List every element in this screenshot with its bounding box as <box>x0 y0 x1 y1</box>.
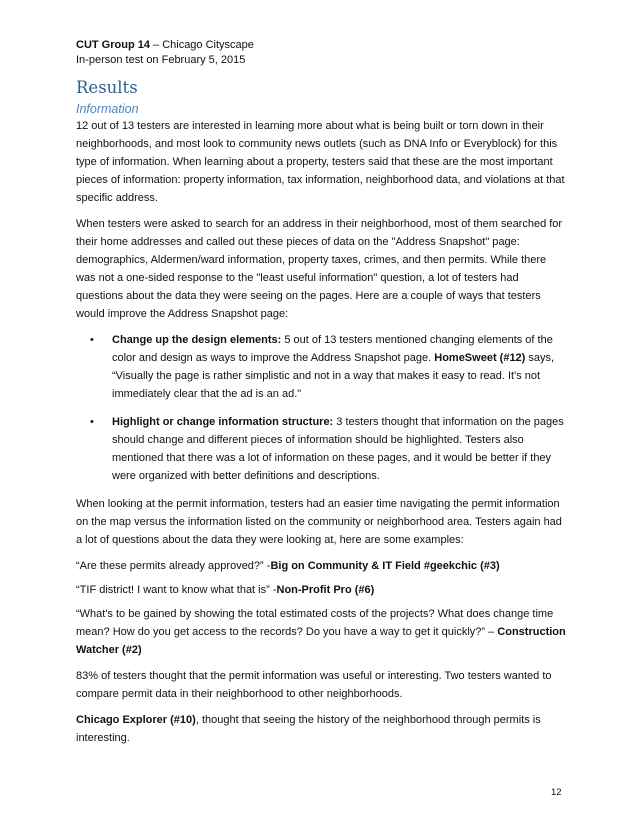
bullet-heading: Change up the design elements: <box>112 334 282 346</box>
body-text <box>76 117 568 755</box>
quote-text: “What's to be gained by showing the total estimated costs of the projects? What does change time mean? How do you get access to the records? Do you have a way to get it quickly?” – <box>76 608 554 638</box>
page-header <box>76 38 254 68</box>
quote-author: Non-Profit Pro (#6) <box>276 584 375 596</box>
header-test-info: In-person test on February 5, 2015 <box>76 54 246 66</box>
bullet-text: 5 out of 13 testers mentioned changing elements of the color and design as ways to improve the Address Snapshot page. <box>112 334 553 364</box>
page-number: 12 <box>551 787 562 798</box>
improvement-list <box>76 331 568 485</box>
quote-text: “TIF district! I want to know what that is” - <box>76 584 277 596</box>
section-title: Results <box>76 78 138 97</box>
list-item <box>76 331 568 403</box>
header-subject: Chicago Cityscape <box>162 39 254 51</box>
bullet-glyph: • <box>90 416 94 428</box>
quote-text: “Are these permits already approved?” - <box>76 560 271 572</box>
list-item <box>76 413 568 485</box>
paragraph-3: When looking at the permit information, testers had an easier time navigating the permit information on the map versus the information listed on the community or neighborhood area. Testers again had a lot of questions about the data they were looking at, here are some examples: <box>76 498 562 546</box>
bullet-quote: says, “Visually the page is rather simplistic and not in a way that makes it easy to read. It's not immediately clear that the ad is an ad." <box>112 352 555 400</box>
header-dash: – <box>149 39 163 51</box>
paragraph-2: When testers were asked to search for an address in their neighborhood, most of them searched for their home addresses and called out these pieces of data on the "Address Snapshot" page: demographics, Aldermen/ward information, property taxes, crimes, and then permits. While there was not a one-sided response to the "least useful information" question, a lot of testers had questions about the data they were seeing on the pages. Here are a couple of ways that testers would improve the Address Snapshot page: <box>76 218 563 320</box>
quote-author: Big on Community & IT Field #geekchic (#3) <box>270 560 500 572</box>
quote-2 <box>76 581 568 599</box>
tester-name: HomeSweet (#12) <box>434 352 526 364</box>
bullet-text: 3 testers thought that information on the pages should change and different pieces of information should be highlighted. Testers also mentioned that there was a lot of information on these pages, and it would be better if they were organized with better definitions and descriptions. <box>112 416 564 482</box>
bullet-glyph: • <box>90 334 94 346</box>
quote-1 <box>76 557 568 575</box>
bullet-heading: Highlight or change information structure: <box>112 416 334 428</box>
quote-3 <box>76 605 568 659</box>
subsection-title: Information <box>76 102 139 116</box>
header-line-1 <box>76 38 254 53</box>
quote-author: Construction Watcher (#2) <box>76 626 566 656</box>
quote-author: Chicago Explorer (#10) <box>76 714 196 726</box>
quote-text: , thought that seeing the history of the neighborhood through permits is interesting. <box>76 714 541 744</box>
paragraph-1: 12 out of 13 testers are interested in learning more about what is being built or torn down in their neighborhoods, and most look to community news outlets (such as DNA Info or Everyblock) for this type of information. When learning about a property, testers said that these are the most important pieces of information: property information, tax information, neighborhood data, and violations at that specific address. <box>76 120 565 204</box>
paragraph-4: 83% of testers thought that the permit information was useful or interesting. Two testers wanted to compare permit data in their neighborhood to other neighborhoods. <box>76 670 552 700</box>
header-group: CUT Group 14 <box>76 39 150 51</box>
quote-4 <box>76 711 568 747</box>
